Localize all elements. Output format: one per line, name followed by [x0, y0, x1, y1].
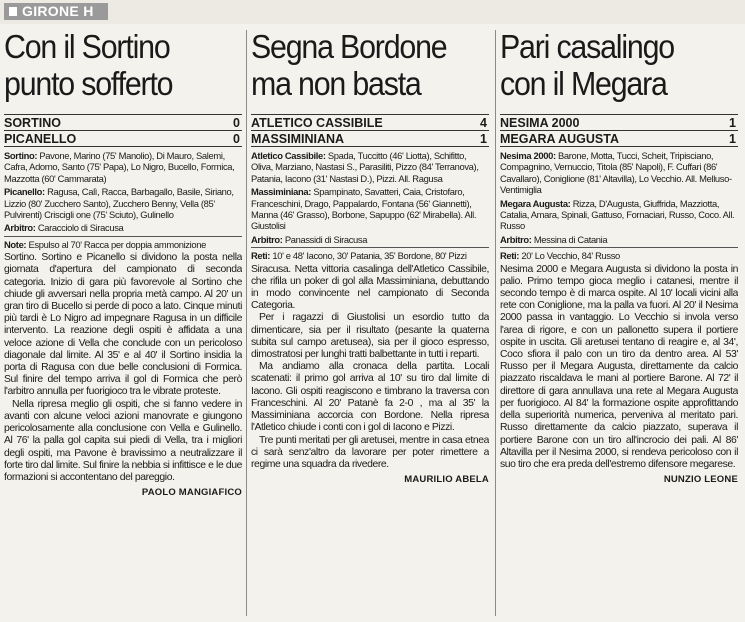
referee-text: Messina di Catania [533, 233, 608, 245]
score-row-home [500, 114, 738, 130]
paragraph: Per i ragazzi di Giustolisi un esordio tutto da dimenticare, sia per il risultato (pesante la quaterna subita sul campo aretusea), sia per il gioco espresso, dimostratosi per lunghi tratti balbettante in tutti i reparti. [251, 312, 489, 361]
lineup-text: Rizza, D'Augusta, Giuffrida, Mazziotta, Catalia, Amara, Spinali, Gattuso, Fornaciari, Russo, Coco. All. Russo [500, 197, 735, 232]
divider [4, 236, 242, 237]
score-row-away [4, 130, 242, 147]
paragraph: Nesima 2000 e Megara Augusta si dividono la posta in palio. Primo tempo gioca meglio i catanesi, mentre il secondo tempo è di marca ospite. Al 10' locali vicini alla rete con Coniglione, ma la palla va fuori. Al 20' il Nesima 2000 passa in vantaggio. Lo Vecchio si invola verso l'area di rigore, e con un pallonetto supera il portiere ospite in uscita. Gli aretusei tentano di reagire e, al 34', Coco sfiora il palo con un tiro da dentro area. Al 53' Russo per il Megara Augusta, direttamente da calcio piazzato riscaldava le mani al portiere Barone. Al 72' il direttore di gara annullava una rete al Megara Augusta per fuorigioco. Al 84' la formazione ospite approfittando della superiorità numerica, perveniva al meritato pari. Russo direttamente da calcio piazzato, superava il portiere Barone con un tiro all'incrocio dei pali. Al 86' Altavilla per il Nesima 2000, si rendeva pericoloso con il suo tiro che era preda dell'estremo difensore megarese. [500, 263, 738, 470]
lineup-text: Pavone, Marino (75' Manolio), Di Mauro, Salemi, Cafra, Adorno, Santo (75' Papa), Lo Nigro, Bucello, Formica, Mazzotta (60' Cammarata) [4, 150, 235, 184]
referee-text: Caracciolo di Siracusa [37, 222, 124, 234]
square-icon [9, 7, 17, 16]
lineup-label: Picanello: [4, 186, 45, 198]
column-divider [495, 30, 496, 616]
section-label: GIRONE H [22, 3, 94, 19]
paragraph: Ma andiamo alla cronaca della partita. Locali scatenati: il primo gol arriva al 10' su tiro dal limite di Iacono. Gli ospiti reagiscono e timbrano la traversa con Franceschini. Al 20' Patanè fa 2-0 , ma al 35' la Massiminiana accorcia con Bordone. Nella ripresa l'Atletico chiude i conti con i gol di Iacono e Pizzi. [251, 361, 489, 434]
lineup-label: Massiminiana: [251, 186, 312, 198]
score-row-home [251, 114, 489, 130]
home-team: ATLETICO CASSIBILE [251, 116, 383, 130]
referee [4, 222, 242, 233]
headline-line: Con il Sortino [4, 28, 170, 65]
away-team: PICANELLO [4, 132, 77, 146]
goals-label: Reti: [251, 250, 271, 262]
home-score: 0 [233, 116, 240, 130]
referee [251, 234, 489, 245]
article-body [500, 264, 738, 471]
divider [251, 247, 489, 248]
lineup-label: Atletico Cassibile: [251, 150, 326, 161]
headline [251, 28, 470, 110]
away-lineup [251, 186, 489, 232]
author: MAURILIO ABELA [404, 474, 489, 486]
away-score: 1 [480, 132, 487, 146]
lineup-label: Megara Augusta: [500, 197, 571, 209]
home-lineup [4, 150, 242, 184]
lineup-text: Ragusa, Calì, Racca, Barbagallo, Basile, Siriano, Lizzio (80' Zucchero Santo), Zucchero Benny, Vella (85' Pulvirenti) Criscigli one (75' Sciuto), Gulinello [4, 186, 234, 221]
article-body [4, 252, 242, 484]
headline-line: Segna Bordone [251, 28, 447, 65]
score-row-away [251, 130, 489, 147]
section-tag [4, 3, 108, 20]
article-3 [500, 28, 738, 618]
referee-label: Arbitro: [500, 233, 532, 245]
referee [500, 234, 738, 245]
goals-text: 10' e 48' Iacono, 30' Patania, 35' Bordone, 80' Pizzi [272, 250, 467, 262]
lineup-text: Barone, Motta, Tucci, Scheit, Tripisciano, Compagnino, Vernuccio, Titola (85' Napoli), F. Cuffari (86' Cavallaro), Coniglione (81' Altavilla), Lo Vecchio. All. Melluso-Ventimiglia [500, 150, 732, 196]
notes-label: Note: [4, 238, 27, 250]
away-team: MEGARA AUGUSTA [500, 132, 619, 146]
home-score: 1 [729, 116, 736, 130]
author: PAOLO MANGIAFICO [141, 487, 242, 499]
column-divider [246, 30, 247, 616]
headline [4, 28, 223, 110]
goals [500, 250, 738, 261]
away-score: 1 [729, 132, 736, 146]
away-lineup [4, 186, 242, 220]
lineup-text: Spampinato, Savatteri, Caia, Cristofaro, Franceschini, Drago, Pappalardo, Fontana (56' Giannetti), Manna (46' Grasso), Borbone, Sapuppo (62' Mirabella). All. Giustolisi [251, 186, 477, 232]
home-team: NESIMA 2000 [500, 116, 580, 130]
headline-line: ma non basta [251, 65, 421, 102]
notes [4, 239, 242, 250]
home-lineup [500, 150, 738, 196]
score-row-away [500, 130, 738, 147]
lineup-label: Nesima 2000: [500, 150, 556, 161]
score-row-home [4, 114, 242, 130]
article-1 [4, 28, 242, 618]
paragraph: Tre punti meritati per gli aretusei, mentre in casa etnea ci sarà senz'altro da lavorare per poter rimettere a regime una squadra da rivedere. [251, 434, 489, 470]
home-score: 4 [480, 116, 487, 130]
notes-text: Espulso al 70' Racca per doppia ammonizione [28, 238, 206, 250]
referee-label: Arbitro: [251, 233, 283, 245]
home-lineup [251, 150, 489, 184]
author: NUNZIO LEONE [663, 474, 738, 486]
lineup-label: Sortino: [4, 150, 38, 161]
paragraph: Sortino. Sortino e Picanello si dividono la posta nella giornata d'apertura del campionato di seconda categoria. Inizio di gara più favorevole al Sortino che chiude gli avversari nella propria metà campo. Al 20' un gran tiro di Bucello si perde di poco a lato. Cinque minuti più tardi è Lo Nigro ad impegnare Ragusa in un difficile intervento. La reazione degli ospiti è affidata a una veloce azione di Vella che conclude con un pericoloso diagonale dal limite. Al 35' e al 40' il Sortino insidia la porta di Ragusa con due belle conclusioni di Formica. Sul finire del tempo arriva il gol di Formica che però l'arbitro annulla per fuorigioco tra le vibrate proteste. [4, 252, 242, 398]
headline-line: Pari casalingo [500, 28, 674, 65]
home-team: SORTINO [4, 116, 61, 130]
paragraph: Siracusa. Netta vittoria casalinga dell'Atletico Cassibile, che rifila un poker di gol alla Massiminiana, debuttando in modo convincente nel campionato di Seconda Categoria. [251, 263, 489, 312]
headline-line: punto sofferto [4, 65, 173, 102]
goals [251, 250, 489, 261]
goals-text: 20' Lo Vecchio, 84' Russo [521, 250, 620, 262]
goals-label: Reti: [500, 250, 520, 262]
divider [500, 247, 738, 248]
away-score: 0 [233, 132, 240, 146]
away-team: MASSIMINIANA [251, 132, 345, 146]
headline [500, 28, 719, 110]
referee-label: Arbitro: [4, 222, 36, 234]
lineup-text: Spada, Tuccitto (46' Liotta), Schifitto, Oliva, Marziano, Nastasi S., Parasiliti, Pizzo (84' Terranova), Patania, Iacono (31' Nastasi D.), Pizzi. All. Ragusa [251, 150, 479, 184]
away-lineup [500, 198, 738, 232]
article-2 [251, 28, 489, 618]
article-body [251, 264, 489, 471]
section-band [0, 0, 745, 24]
paragraph: Nella ripresa meglio gli ospiti, che si fanno vedere in avanti con alcune veloci azioni manovrate e giungono pericolosamente alla conclusione con Vella e Gulinello. Al 76' la palla gol capita sui piedi di Vella, tra i migliori degli ospiti, ma Pavone è bravissimo a neutralizzare il forte tiro dal limite. Sul finire la nebbia si infittisce e le due formazioni si accontentano del pareggio. [4, 398, 242, 483]
headline-line: con il Megara [500, 65, 667, 102]
referee-text: Panassidi di Siracusa [284, 233, 368, 245]
